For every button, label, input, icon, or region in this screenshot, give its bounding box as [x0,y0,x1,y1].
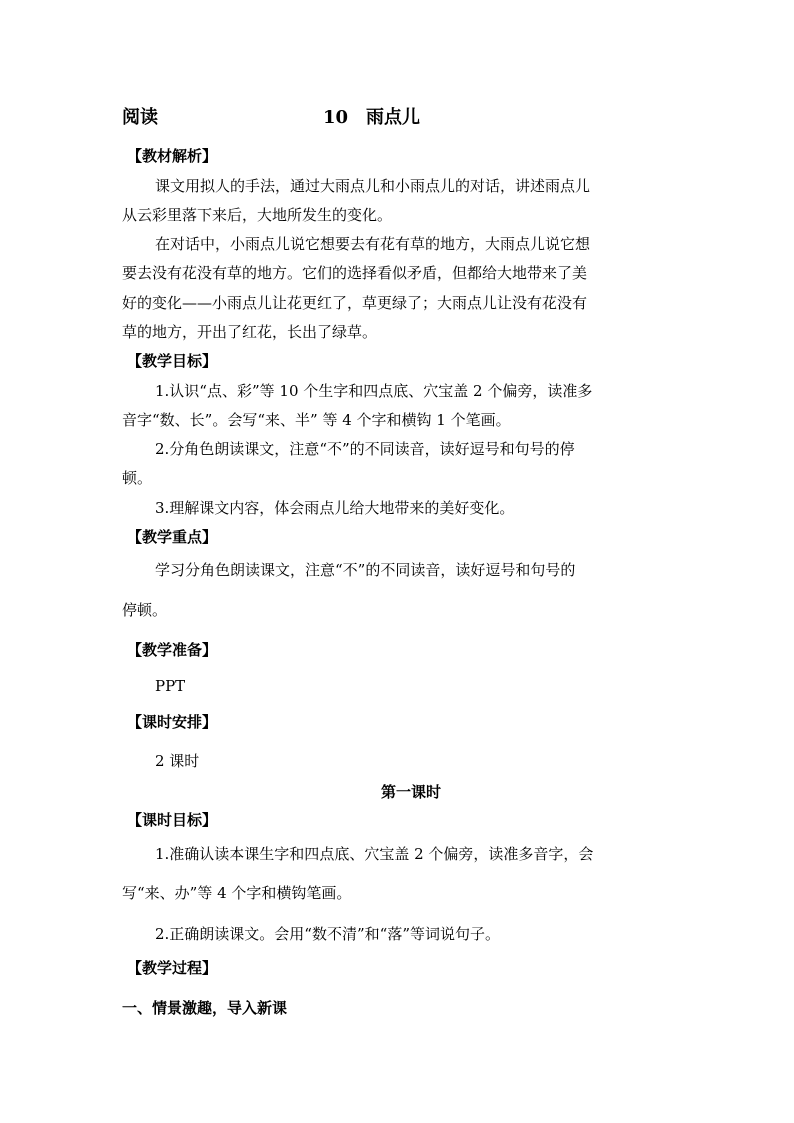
first-lesson-title: 第一课时 [381,783,442,801]
objective-3: 3.理解课文内容，体会雨点儿给大地带来的美好变化。 [155,499,515,517]
analysis-paragraph-1-line-1: 课文用拟人的手法，通过大雨点儿和小雨点儿的对话，讲述雨点儿 [155,177,591,195]
analysis-paragraph-2-line-4: 草的地方，开出了红花，长出了绿草。 [122,323,378,341]
objective-2-line-2: 顿。 [122,469,153,487]
analysis-paragraph-2-line-3: 好的变化——小雨点儿让花更红了，草更绿了；大雨点儿让没有花没有 [122,294,588,312]
section-label: 阅读 [122,107,158,128]
key-points-heading: 【教学重点】 [127,528,218,546]
analysis-paragraph-1-line-2: 从云彩里落下来后，大地所发生的变化。 [122,206,393,224]
lesson-number: 10 [323,107,349,128]
lesson-goal-2: 2.正确朗读课文。会用“数不清”和“落”等词说句子。 [155,925,500,943]
lesson-goal-1-line-1: 1.准确认读本课生字和四点底、穴宝盖 2 个偏旁，读准多音字，会 [155,845,594,863]
analysis-paragraph-2-line-2: 要去没有花没有草的地方。它们的选择看似矛盾，但都给大地带来了美 [122,264,588,282]
objectives-heading: 【教学目标】 [127,352,218,370]
process-heading: 【教学过程】 [127,959,218,977]
key-points-line-1: 学习分角色朗读课文，注意“不”的不同读音，读好逗号和句号的 [155,561,576,579]
preparation-text: PPT [155,677,186,695]
key-points-line-2: 停顿。 [122,601,168,619]
objective-2-line-1: 2.分角色朗读课文，注意“不”的不同读音，读好逗号和句号的停 [155,440,575,458]
schedule-text: 2 课时 [155,752,200,770]
lesson-goals-heading: 【课时目标】 [127,811,218,829]
process-step-1: 一、情景激趣，导入新课 [122,999,288,1017]
preparation-heading: 【教学准备】 [127,641,218,659]
lesson-title: 雨点儿 [366,107,420,128]
objective-1-line-2: 音字“数、长”。会写“来、半” 等 4 个字和横钩 1 个笔画。 [122,411,511,429]
analysis-heading: 【教材解析】 [127,147,218,165]
lesson-goal-1-line-2: 写“来、办”等 4 个字和横钩笔画。 [122,884,352,902]
schedule-heading: 【课时安排】 [127,713,218,731]
analysis-paragraph-2-line-1: 在对话中，小雨点儿说它想要去有花有草的地方，大雨点儿说它想 [155,235,591,253]
objective-1-line-1: 1.认识“点、彩”等 10 个生字和四点底、穴宝盖 2 个偏旁，读准多 [155,382,593,400]
